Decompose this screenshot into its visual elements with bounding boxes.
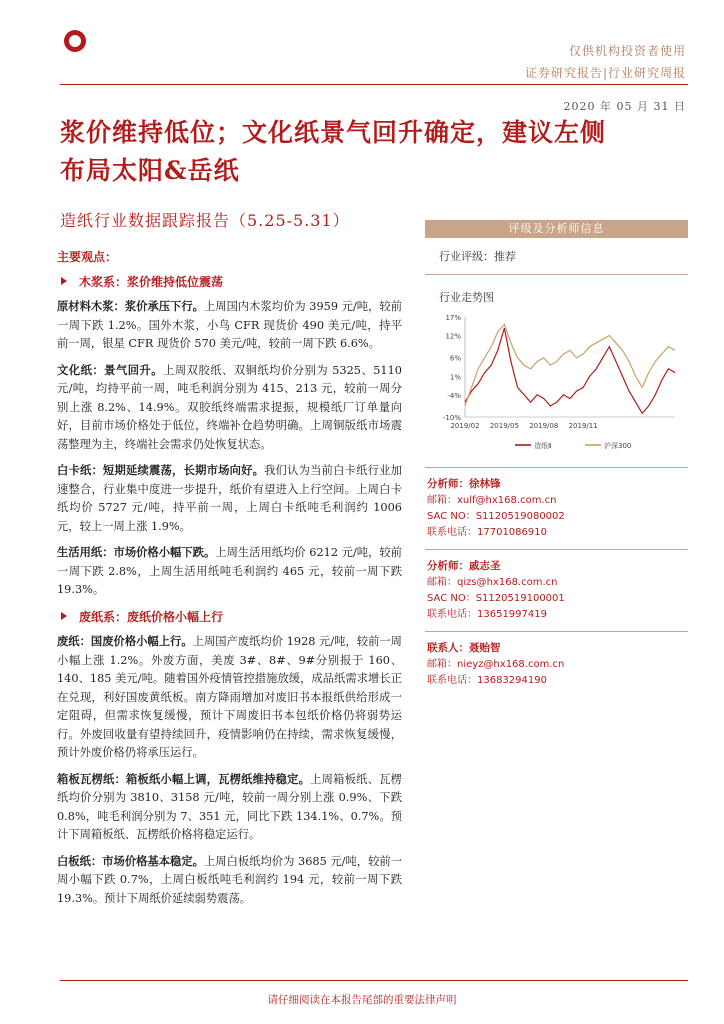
- legend-label: 造纸Ⅱ: [534, 442, 552, 450]
- y-tick-label: -10%: [442, 414, 461, 422]
- contact-person: [427, 640, 688, 689]
- para-waste-lead: 废纸：国废价格小幅上行。: [57, 634, 193, 648]
- legal-notice: 请仔细阅读在本报告尾部的重要法律声明: [267, 994, 457, 1006]
- x-tick-label: 2019/05: [489, 422, 519, 430]
- sidebar-divider: [425, 274, 688, 275]
- audience-note: 仅供机构投资者使用: [568, 44, 686, 58]
- sidebar-divider: [425, 549, 688, 550]
- para-pulp: [57, 297, 402, 354]
- report-type: 证券研究报告|行业研究周报: [524, 66, 686, 80]
- analyst-email: 邮箱：qizs@hx168.com.cn: [427, 577, 558, 588]
- para-tissue: [57, 543, 402, 600]
- analyst-name: 徐林锋: [469, 478, 501, 490]
- analyst-sac: SAC NO：S1120519100001: [427, 593, 565, 604]
- y-tick-label: -4%: [447, 391, 461, 400]
- analyst-phone: 联系电话：17701086910: [427, 527, 547, 538]
- para-waste-body: 上周国产废纸均价 1928 元/吨，较前一周小幅上涨 1.2%。外废方面，美废 3#、8#、9#分别报于 160、140、185 美元/吨。随着国外疫情管控措施放缓，成品纸需求增长正在兑现，利好国废黄纸板。南方降雨增加对废旧书本报纸供给形成一定阻碍，但需求恢复缓慢，预计下周废旧书本包纸价格仍将弱势运行。外废回收量有望持续回升，疫情影响仍在持续，需求恢复缓慢，预计外废价格仍将承压运行。: [57, 635, 402, 759]
- section-waste-title: 废纸系：废纸价格小幅上行: [79, 609, 224, 624]
- y-tick-label: 6%: [449, 354, 461, 363]
- key-points-label: 主要观点：: [57, 250, 118, 264]
- page-subtitle: 造纸行业数据跟踪报告（5.25-5.31）: [60, 211, 350, 230]
- analyst-role: 联系人：: [427, 642, 469, 654]
- para-culture-paper: [57, 361, 402, 455]
- para-container-lead: 箱板瓦楞纸：箱板纸小幅上调，瓦楞纸维持稳定。: [57, 771, 311, 786]
- y-tick-label: 1%: [449, 373, 461, 382]
- section-waste-head: [57, 608, 402, 627]
- analyst-role: 分析师：: [427, 478, 469, 490]
- main-content: [57, 248, 402, 915]
- para-white-card: [57, 461, 402, 536]
- analyst-email: 邮箱：xulf@hx168.com.cn: [427, 495, 557, 506]
- sidebar-divider: [425, 631, 688, 632]
- analyst-2: [427, 558, 688, 623]
- para-whiteboard-body: 上周白板纸均价为 3685 元/吨，较前一周小幅下跌 0.7%，上周白板纸吨毛利润约 194 元，较前一周下跌 19.3%。预计下周纸价延续弱势震荡。: [57, 854, 402, 905]
- analyst-phone: 联系电话：13651997419: [427, 609, 547, 620]
- industry-rating: 行业评级：推荐: [439, 250, 516, 263]
- para-whitecard-body: 我们认为当前白卡纸行业加速整合，行业集中度进一步提升，纸价有望进入上行空间。上周白卡纸均价 5727 元/吨，持平前一周，上周白卡纸吨毛利润约 1006 元，较上一周上涨 1.9%。: [57, 464, 402, 533]
- para-culture-lead: 文化纸：景气回升。: [57, 362, 164, 377]
- section-pulp-title: 木浆系：浆价维持低位震荡: [79, 274, 224, 289]
- page-title: [60, 114, 680, 190]
- section-pulp-head: [57, 273, 402, 292]
- footer-rule: [60, 980, 688, 981]
- analyst-phone: 联系电话：13683294190: [427, 675, 547, 686]
- arrow-icon: [61, 612, 67, 620]
- para-whiteboard-lead: 白板纸：市场价格基本稳定。: [57, 853, 204, 868]
- chart-title: 行业走势图: [439, 291, 494, 304]
- series-line-0: [465, 328, 675, 413]
- x-tick-label: 2019/11: [568, 422, 598, 430]
- para-container-body: 上周箱板纸、瓦楞纸均价分别为 3810、3158 元/吨，较前一周分别上涨 0.9%、下跌 0.8%，吨毛利润分别为 7、351 元，同比下跌 134.1%、0.7%。预计下周箱板纸、瓦楞纸价格将稳定运行。: [57, 772, 402, 841]
- legend-label: 沪深300: [604, 442, 632, 450]
- analyst-1: [427, 476, 688, 541]
- y-tick-label: 17%: [445, 314, 461, 322]
- analyst-role: 分析师：: [427, 560, 469, 572]
- title-line-1: 浆价维持低位；文化纸景气回升确定，建议左侧: [60, 118, 607, 147]
- para-culture-body: 上周双胶纸、双铜纸均价分别为 5325、5110 元/吨，均持平前一周，吨毛利润分别为 415、213 元，较前一周分别上涨 8.2%、14.9%。双胶纸终端需求提振，规模纸厂订单量向好，目前市场价格处于低位，终端补仓趋势明确。上周铜版纸市场震荡整理为主，终端社会需求仍处恢复状态。: [57, 363, 402, 451]
- para-waste-paper: [57, 632, 402, 763]
- header-rule: [60, 84, 688, 85]
- analyst-name: 聂贻智: [469, 642, 501, 654]
- para-pulp-body: 上周国内木浆均价为 3959 元/吨，较前一周下跌 1.2%。国外木浆，小鸟 CFR 现货价 490 美元/吨，持平前一周，银星 CFR 现货价 570 美元/吨，较前一周下跌 6.6%。: [57, 300, 402, 350]
- analyst-name: 戚志圣: [469, 560, 501, 572]
- sidebar: [425, 220, 688, 689]
- analyst-email: 邮箱：nieyz@hx168.com.cn: [427, 659, 565, 670]
- series-line-1: [465, 324, 675, 405]
- title-line-2: 布局太阳&岳纸: [60, 156, 240, 185]
- para-containerboard: [57, 770, 402, 845]
- para-whiteboard: [57, 852, 402, 909]
- report-date: 2020 年 05 月 31 日: [563, 100, 686, 113]
- para-pulp-lead: 原材料木浆：浆价承压下行。: [57, 299, 204, 313]
- arrow-icon: [61, 277, 67, 285]
- para-tissue-lead: 生活用纸：市场价格小幅下跌。: [57, 545, 216, 559]
- trend-chart: [425, 309, 688, 459]
- analyst-sac: SAC NO：S1120519080002: [427, 511, 565, 522]
- x-tick-label: 2019/02: [450, 422, 480, 430]
- rating-bar: 评级及分析师信息: [425, 220, 688, 238]
- company-logo: [60, 26, 170, 56]
- para-tissue-body: 上周生活用纸均价 6212 元/吨，较前一周下跌 2.8%，上周生活用纸吨毛利润约 465 元，较前一周下跌 19.3%。: [57, 546, 402, 596]
- sidebar-divider: [425, 467, 688, 468]
- para-whitecard-lead: 白卡纸：短期延续震荡，长期市场向好。: [57, 463, 265, 477]
- x-tick-label: 2019/08: [529, 422, 559, 430]
- y-tick-label: 12%: [445, 332, 461, 341]
